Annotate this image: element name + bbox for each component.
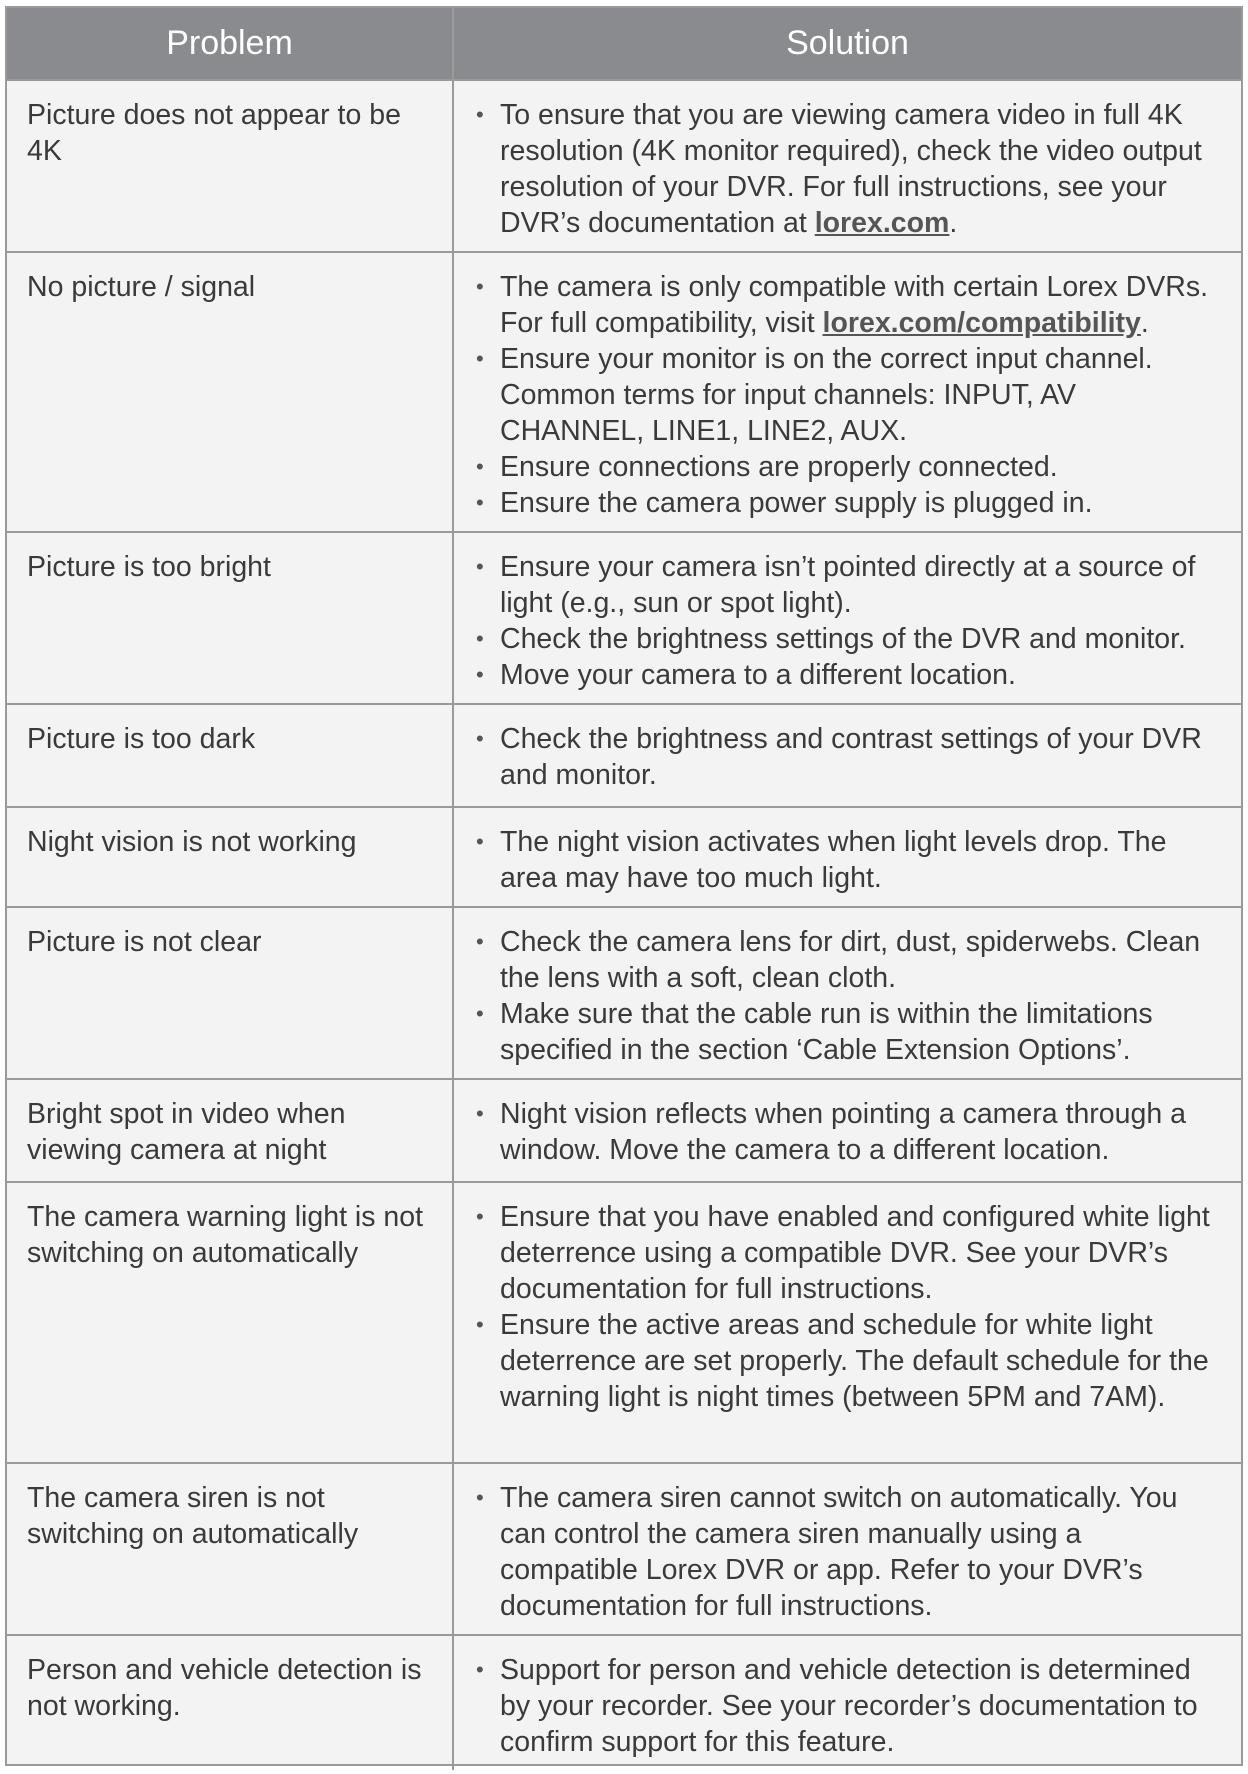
solution-text: Check the camera lens for dirt, dust, spiderwebs. Clean the lens with a soft, clean cloth. (500, 926, 1201, 994)
solution-text: The camera is only compatible with certain Lorex DVRs. For full compatibility, visit (500, 271, 1209, 339)
problem-cell: Picture is not clear (7, 906, 454, 1078)
solution-text: Ensure connections are properly connected. (500, 451, 1058, 483)
troubleshooting-table (5, 6, 1243, 1766)
solution-cell (454, 1634, 1241, 1770)
trailing-punctuation: . (1140, 307, 1149, 339)
problem-cell: The camera siren is not switching on automatically (7, 1462, 454, 1634)
solution-text: Ensure your camera isn’t pointed directly at a source of light (e.g., sun or spot light). (500, 551, 1196, 619)
solution-item (474, 824, 1223, 896)
solution-cell (454, 1078, 1241, 1181)
solution-item (474, 485, 1223, 521)
solution-list (474, 1480, 1223, 1624)
solution-text: Check the brightness settings of the DVR and monitor. (500, 623, 1186, 655)
solution-cell (454, 906, 1241, 1078)
problem-cell: Bright spot in video when viewing camera at night (7, 1078, 454, 1181)
solution-header: Solution (454, 8, 1241, 79)
solution-item (474, 924, 1223, 996)
solution-text: Move your camera to a different location. (500, 659, 1016, 691)
trailing-punctuation: . (949, 207, 958, 239)
problem-cell: Picture is too dark (7, 703, 454, 806)
solution-text: Support for person and vehicle detection is determined by your recorder. See your recorder’s documentation to confirm support for this feature. (500, 1654, 1198, 1758)
solution-text: The camera siren cannot switch on automatically. You can control the camera siren manually using a compatible Lorex DVR or app. Refer to your DVR’s documentation for full instructions. (500, 1482, 1178, 1622)
solution-item (474, 341, 1223, 449)
solution-cell (454, 79, 1241, 251)
solution-text: Ensure your monitor is on the correct input channel. Common terms for input channels: INPUT, AV CHANNEL, LINE1, LINE2, AUX. (500, 343, 1153, 447)
solution-list (474, 269, 1223, 521)
solution-item (474, 97, 1223, 241)
solution-list (474, 1096, 1223, 1168)
solution-text: Ensure the active areas and schedule for white light deterrence are set properly. The default schedule for the warning light is night times (between 5PM and 7AM). (500, 1309, 1209, 1413)
solution-text: To ensure that you are viewing camera video in full 4K resolution (4K monitor required), check the video output resolution of your DVR. For full instructions, see your DVR’s documentation at (500, 99, 1202, 239)
problem-cell: No picture / signal (7, 251, 454, 531)
solution-list (474, 1199, 1223, 1415)
solution-item (474, 1652, 1223, 1760)
problem-cell: The camera warning light is not switching on automatically (7, 1181, 454, 1462)
solution-item (474, 1199, 1223, 1307)
solution-text: Ensure the camera power supply is plugged in. (500, 487, 1093, 519)
solution-list (474, 549, 1223, 693)
website-link[interactable]: lorex.com (814, 207, 950, 239)
solution-list (474, 721, 1223, 793)
solution-item (474, 1480, 1223, 1624)
website-link[interactable]: lorex.com/compatibility (822, 307, 1141, 339)
solution-item (474, 657, 1223, 693)
solution-cell (454, 703, 1241, 806)
solution-item (474, 549, 1223, 621)
solution-item (474, 621, 1223, 657)
solution-item (474, 1307, 1223, 1415)
solution-cell (454, 806, 1241, 906)
solution-list (474, 924, 1223, 1068)
problem-cell: Picture is too bright (7, 531, 454, 703)
solution-text: Night vision reflects when pointing a camera through a window. Move the camera to a different location. (500, 1098, 1186, 1166)
solution-cell (454, 1181, 1241, 1462)
solution-cell (454, 531, 1241, 703)
solution-list (474, 97, 1223, 241)
problem-header: Problem (7, 8, 454, 79)
solution-list (474, 1652, 1223, 1760)
solution-item (474, 996, 1223, 1068)
solution-item (474, 721, 1223, 793)
solution-list (474, 824, 1223, 896)
solution-text: The night vision activates when light levels drop. The area may have too much light. (500, 826, 1167, 894)
solution-cell (454, 251, 1241, 531)
solution-item (474, 269, 1223, 341)
solution-text: Make sure that the cable run is within the limitations specified in the section ‘Cable Extension Options’. (500, 998, 1153, 1066)
problem-cell: Picture does not appear to be 4K (7, 79, 454, 251)
problem-cell: Night vision is not working (7, 806, 454, 906)
solution-item (474, 1096, 1223, 1168)
problem-cell: Person and vehicle detection is not working. (7, 1634, 454, 1770)
solution-cell (454, 1462, 1241, 1634)
solution-text: Ensure that you have enabled and configured white light deterrence using a compatible DVR. See your DVR’s documentation for full instructions. (500, 1201, 1210, 1305)
solution-item (474, 449, 1223, 485)
solution-text: Check the brightness and contrast settings of your DVR and monitor. (500, 723, 1202, 791)
